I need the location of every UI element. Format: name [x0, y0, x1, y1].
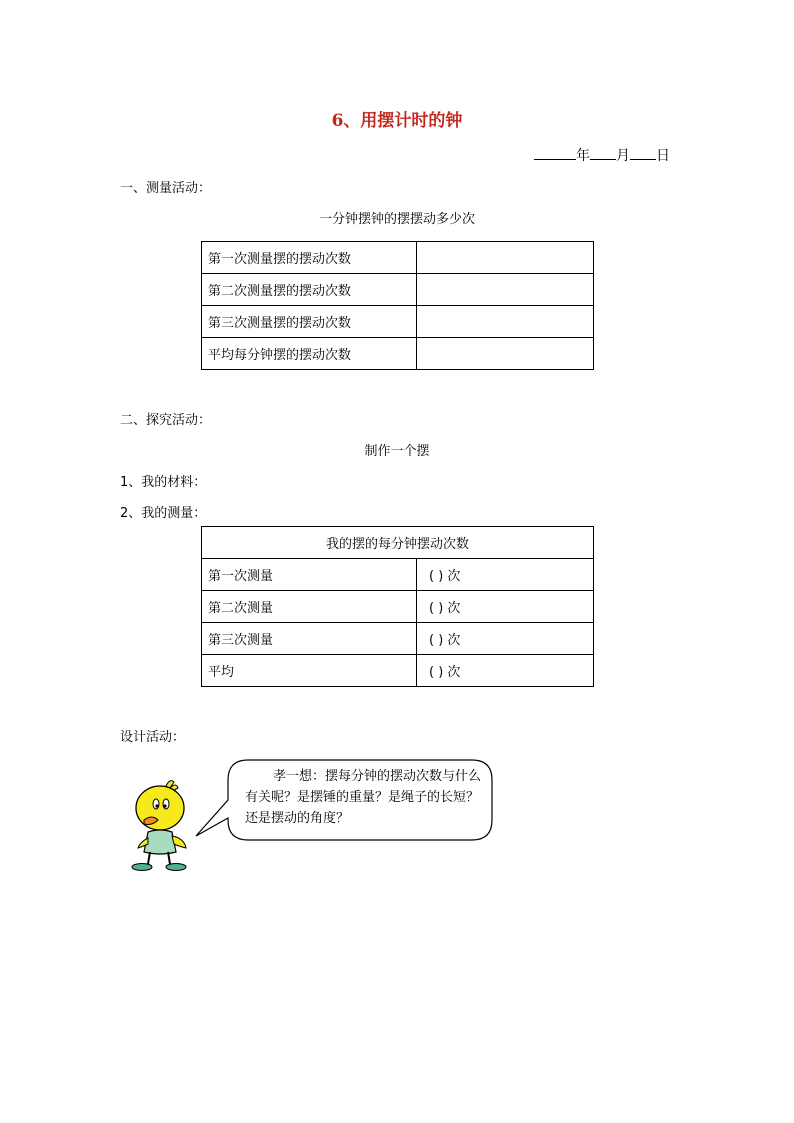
- table-row: [202, 623, 594, 655]
- table-row: [202, 306, 594, 338]
- row-value-cell[interactable]: ( ) 次: [417, 655, 594, 687]
- date-line: [534, 145, 670, 165]
- table-row: [202, 242, 594, 274]
- row-label: 第一次测量: [202, 559, 417, 591]
- table-row: [202, 338, 594, 370]
- section2-caption: 制作一个摆: [364, 444, 430, 459]
- section1-caption: 一分钟摆钟的摆摆动多少次: [318, 212, 475, 227]
- table-row: [202, 559, 594, 591]
- row-value-cell[interactable]: [417, 306, 594, 338]
- chick-mascot-icon: [126, 776, 192, 876]
- measurement-label: 2、我的测量：: [120, 506, 207, 521]
- row-label: 第一次测量摆的摆动次数: [202, 242, 417, 274]
- table-row: [202, 591, 594, 623]
- materials-label: 1、我的材料：: [120, 475, 207, 490]
- year-blank[interactable]: [534, 158, 576, 160]
- day-label: 日: [656, 148, 670, 164]
- row-value-cell[interactable]: ( ) 次: [417, 623, 594, 655]
- section3-heading: 设计活动：: [120, 730, 186, 745]
- year-label: 年: [576, 148, 590, 164]
- day-blank[interactable]: [630, 158, 656, 160]
- measure-table: [201, 241, 594, 370]
- pendulum-table: [201, 526, 594, 687]
- table-row: [202, 655, 594, 687]
- row-value-cell[interactable]: [417, 338, 594, 370]
- bubble-question: 孝一想：摆每分钟的摆动次数与什么有关呢？是摆锤的重量？是绳子的长短？还是摆动的角度？: [245, 769, 482, 826]
- page-title: 6、用摆计时的钟: [331, 111, 463, 131]
- table-header-row: [202, 527, 594, 559]
- bubble-text: [245, 766, 485, 829]
- row-value-cell[interactable]: [417, 242, 594, 274]
- section1-heading: 一、测量活动：: [120, 181, 212, 196]
- month-blank[interactable]: [590, 158, 616, 160]
- month-label: 月: [616, 148, 630, 164]
- row-label: 平均: [202, 655, 417, 687]
- section2-heading: 二、探究活动：: [120, 413, 212, 428]
- row-label: 第三次测量: [202, 623, 417, 655]
- row-label: 第二次测量摆的摆动次数: [202, 274, 417, 306]
- row-value-cell[interactable]: ( ) 次: [417, 559, 594, 591]
- row-label: 平均每分钟摆的摆动次数: [202, 338, 417, 370]
- row-value-cell[interactable]: [417, 274, 594, 306]
- table-header: 我的摆的每分钟摆动次数: [202, 527, 594, 559]
- row-label: 第三次测量摆的摆动次数: [202, 306, 417, 338]
- row-label: 第二次测量: [202, 591, 417, 623]
- row-value-cell[interactable]: ( ) 次: [417, 591, 594, 623]
- table-row: [202, 274, 594, 306]
